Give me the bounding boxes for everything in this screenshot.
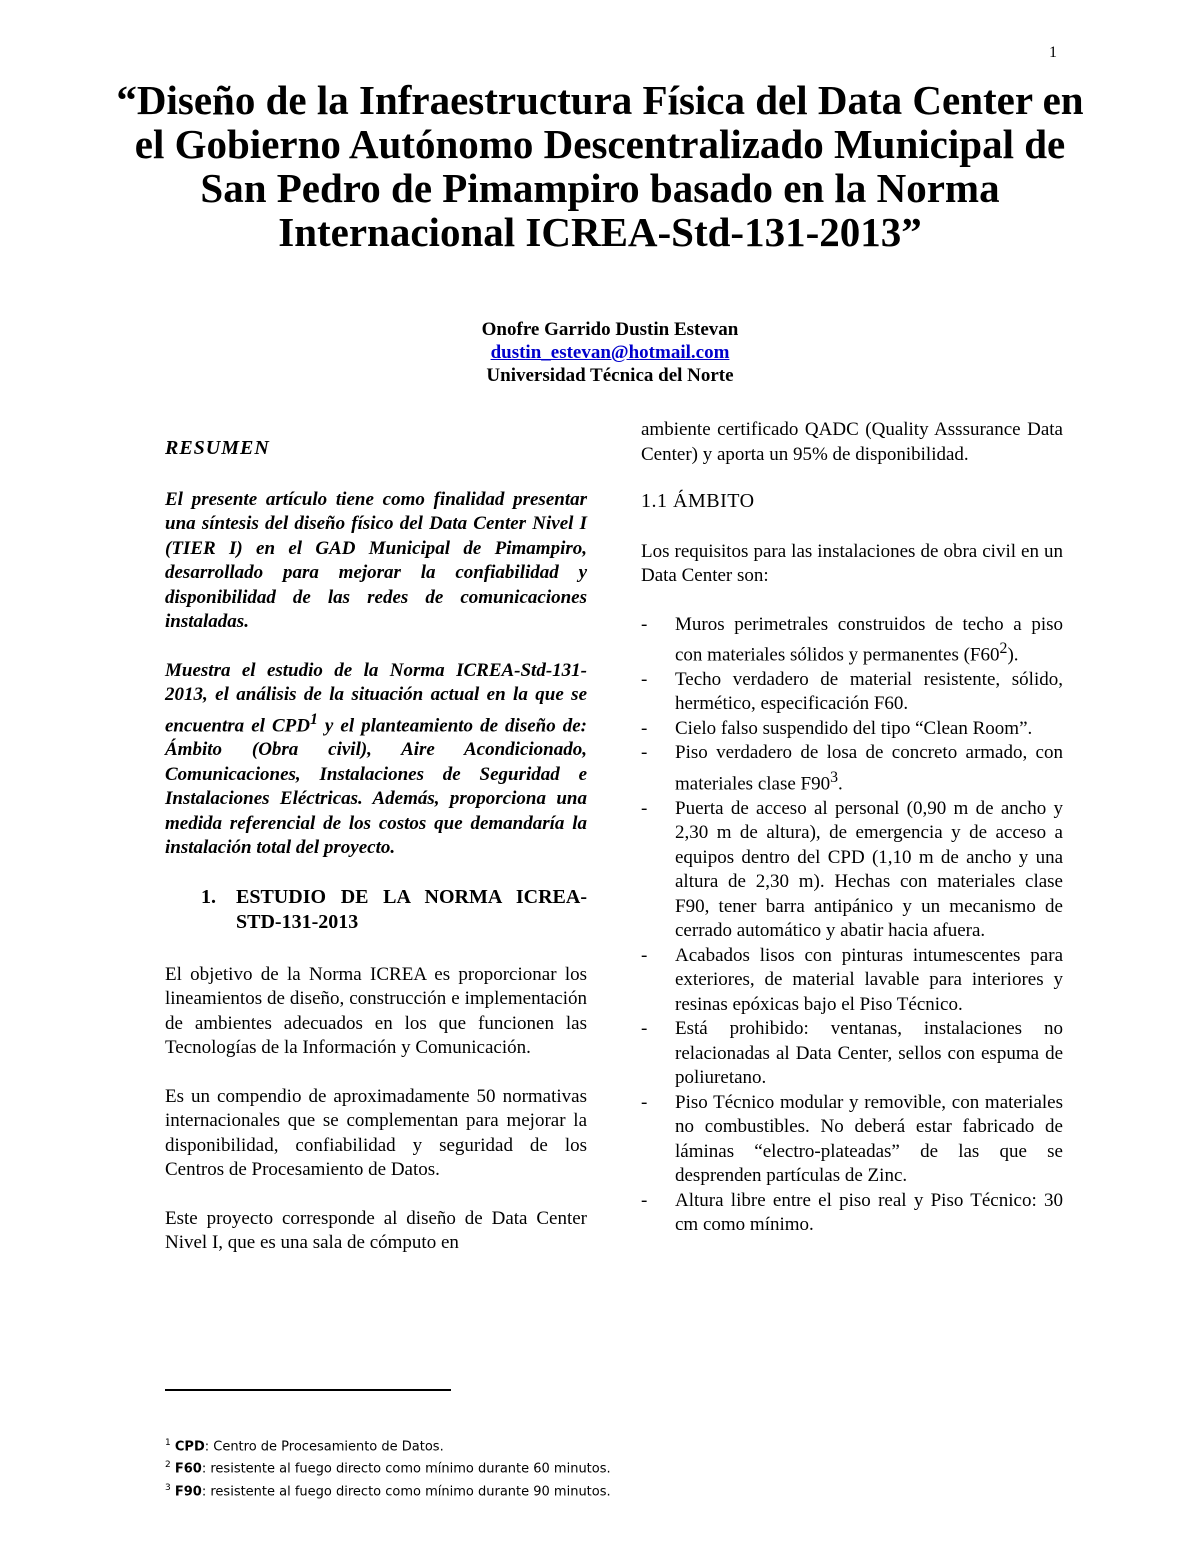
body-paragraph: El objetivo de la Norma ICREA es proporcionar los lineamientos de diseño, construcción e implementación de ambientes adecuados en los que funcionen las Tecnologías de la Información y Comunicación. — [165, 963, 587, 1059]
list-item — [641, 668, 1063, 717]
list-item — [641, 1189, 1063, 1238]
list-item-text: Altura libre entre el piso real y Piso Técnico: 30 cm como mínimo. — [675, 1189, 1063, 1236]
section-heading — [165, 885, 587, 935]
footnote: $^1$ CPD: Centro de Procesamiento de Datos. — [165, 1438, 444, 1455]
footnote-ref[interactable]: 3 — [830, 768, 839, 786]
footnote-divider — [165, 1389, 451, 1391]
body-paragraph: Es un compendio de aproximadamente 50 normativas internacionales que se complementan para mejorar la disponibilidad, confiabilidad y seguridad de los Centros de Procesamiento de Datos. — [165, 1085, 587, 1181]
abstract — [165, 488, 587, 861]
author-block — [0, 318, 1200, 387]
list-bullet: - — [641, 668, 648, 690]
right-column — [641, 418, 1063, 1238]
list-bullet: - — [641, 742, 648, 764]
section-title: ESTUDIO DE LA NORMA ICREA-STD-131-2013 — [236, 885, 587, 933]
list-bullet: - — [641, 797, 648, 819]
requirements-list — [641, 613, 1063, 1238]
list-bullet: - — [641, 944, 648, 966]
author-affiliation: Universidad Técnica del Norte — [486, 365, 734, 386]
list-bullet: - — [641, 1189, 648, 1211]
page-number: 1 — [1049, 44, 1057, 61]
list-bullet: - — [641, 1091, 648, 1113]
abstract-heading: RESUMEN — [165, 437, 270, 459]
list-item — [641, 613, 1063, 668]
list-item-text: Techo verdadero de material resistente, sólido, hermético, especificación F60. — [675, 668, 1063, 715]
list-item — [641, 717, 1063, 742]
list-bullet: - — [641, 1018, 648, 1040]
list-bullet: - — [641, 717, 648, 739]
list-item-text: Cielo falso suspendido del tipo “Clean Room”. — [675, 717, 1033, 739]
body-paragraph: ambiente certificado QADC (Quality Asssurance Data Center) y aporta un 95% de disponibilidad. — [641, 419, 1063, 465]
author-name: Onofre Garrido Dustin Estevan — [481, 319, 739, 340]
footnote: $^3$ F90: resistente al fuego directo como mínimo durante 90 minutos. — [165, 1482, 611, 1499]
list-item — [641, 1017, 1063, 1091]
footnote-ref[interactable]: 1 — [309, 710, 318, 728]
list-item-text: Muros perimetrales construidos de techo a piso con materiales sólidos y permanentes $(F60^2)$. — [675, 613, 1063, 666]
left-column — [165, 436, 587, 1280]
list-item — [641, 797, 1063, 944]
list-item — [641, 741, 1063, 796]
subsection-heading: 1.1 ÁMBITO — [641, 490, 755, 512]
footnotes — [165, 1434, 865, 1501]
list-item-text: Piso Técnico modular y removible, con materiales no combustibles. No deberá estar fabricado de láminas “electro-plateadas” de las que se desprenden partículas de Zinc. — [675, 1091, 1063, 1187]
list-item — [641, 1091, 1063, 1189]
abstract-paragraph: El presente artículo tiene como finalidad presentar una síntesis del diseño físico del Data Center Nivel I (TIER I) en el GAD Municipal de Pimampiro, desarrollado para mejorar la confiabilidad y disponibilidad de las redes de comunicaciones instaladas. — [165, 488, 587, 632]
list-bullet: - — [641, 613, 648, 635]
footnote: $^2$ F60: resistente al fuego directo como mínimo durante 60 minutos. — [165, 1460, 611, 1477]
list-item-text: Acabados lisos con pinturas intumescentes para exteriores, de material lavable para interiores y resinas epóxicas bajo el Piso Técnico. — [675, 944, 1063, 1015]
list-item — [641, 944, 1063, 1018]
body-paragraph: Los requisitos para las instalaciones de obra civil en un Data Center son: — [641, 540, 1063, 586]
author-email-link[interactable]: dustin_estevan@hotmail.com — [490, 342, 730, 363]
list-item-text: Está prohibido: ventanas, instalaciones no relacionadas al Data Center, sellos con espuma de poliuretano. — [675, 1018, 1063, 1089]
list-item-text: Puerta de acceso al personal (0,90 m de ancho y 2,30 m de altura), de emergencia y de acceso a equipos dentro del CPD (1,10 m de ancho y una altura de 2,30 m). Hechas con materiales clase F90, tener barra antipánico y un mecanismo de cerrado automático y abatir hacia afuera. — [675, 797, 1063, 942]
list-item-text: Piso verdadero de losa de concreto armado, con materiales clase $F90^3$. — [675, 742, 1063, 795]
body-paragraph: Este proyecto corresponde al diseño de Data Center Nivel I, que es una sala de cómputo en — [165, 1207, 587, 1254]
paper-title: “Diseño de la Infraestructura Física del Data Center en el Gobierno Autónomo Descentralizado Municipal de San Pedro de Pimampiro basado en la Norma Internacional ICREA-Std-131-2013” — [116, 77, 1084, 255]
footnote-ref[interactable]: 2 — [999, 640, 1008, 657]
section-number: 1. — [201, 885, 216, 908]
abstract-paragraph: Muestra el estudio de la Norma ICREA-Std-131-2013, el análisis de la situación actual en la que se encuentra el CPD$^1$ y el planteamiento de diseño de: Ámbito (Obra civil), Aire Acondicionado, Comunicaciones, Instalaciones de Seguridad e Instalaciones Eléctricas. Además, proporciona una medida referencial de los costos que demandaría la instalación total del proyecto. — [165, 659, 588, 859]
